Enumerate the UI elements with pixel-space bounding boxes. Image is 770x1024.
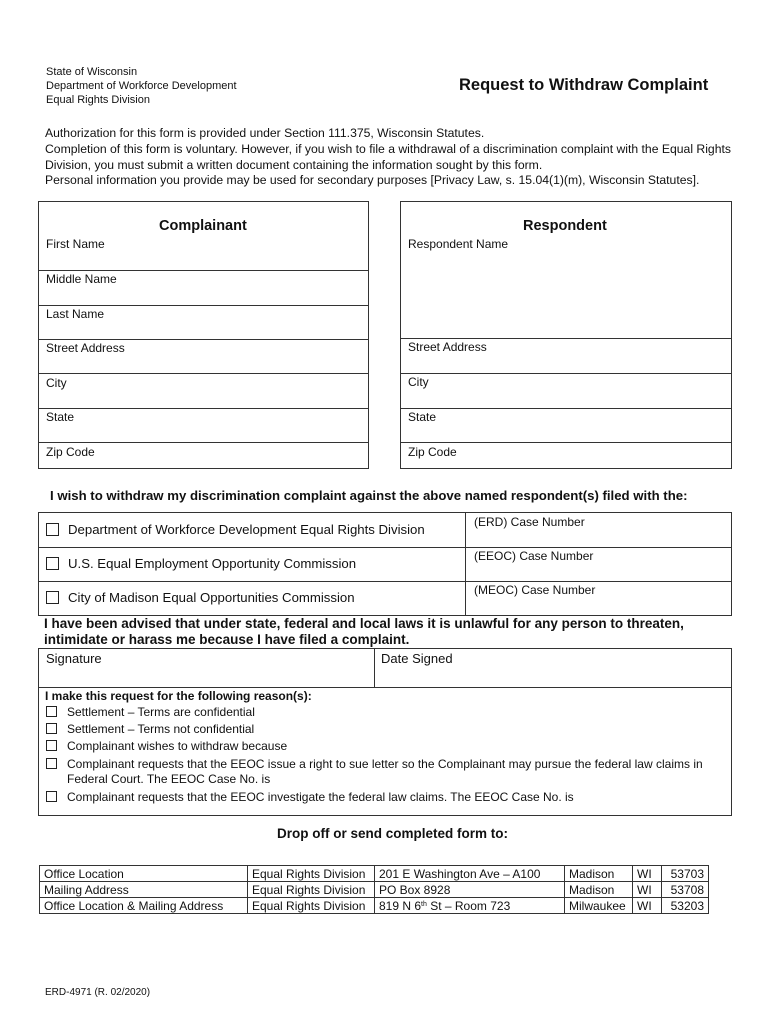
intro-authorization: Authorization for this form is provided under Section 111.375, Wisconsin Statutes. [45,126,485,140]
location-type: Office Location [40,866,248,882]
reason-label: Complainant requests that the EEOC investigate the federal law claims. The EEOC Case No. is [67,790,574,804]
meoc-label: City of Madison Equal Opportunities Commission [68,590,355,605]
date-signed-field[interactable]: Date Signed [381,651,453,666]
address-table [39,865,709,914]
complainant-street-field[interactable]: Street Address [46,341,125,355]
signature-section [38,648,732,688]
middle-name-field[interactable]: Middle Name [46,272,117,286]
erd-checkbox[interactable] [46,523,59,536]
division: Equal Rights Division [248,898,375,914]
agency-state: State of Wisconsin [46,66,138,78]
complainant-state-field[interactable]: State [46,410,75,424]
reason-checkbox[interactable] [46,791,57,802]
table-row [40,866,709,882]
division: Equal Rights Division [248,882,375,898]
erd-case-number-field[interactable] [466,513,731,547]
agency-erd-option[interactable] [46,522,425,537]
respondent-state-field[interactable]: State [408,410,437,424]
city: Milwaukee [565,898,633,914]
reasons-heading: I make this request for the following reason(s): [45,689,312,703]
reason-right-to-sue[interactable] [46,757,726,786]
state: WI [633,898,662,914]
dropoff-heading: Drop off or send completed form to: [277,826,508,841]
reason-checkbox[interactable] [46,706,57,717]
respondent-city-field[interactable]: City [408,375,429,389]
table-row [40,898,709,914]
agency-meoc-option[interactable] [46,590,355,605]
reason-label: Settlement – Terms are confidential [67,705,255,719]
last-name-field[interactable]: Last Name [46,307,105,321]
city: Madison [565,866,633,882]
address-suffix: St – Room 723 [426,899,511,913]
intro-privacy: Personal information you provide may be used for secondary purposes [Privacy Law, s. 15.04(1)(m), Wisconsin Statutes]. [45,173,700,188]
erd-case-label: (ERD) Case Number [474,515,585,529]
respondent-section [400,201,732,469]
reason-checkbox[interactable] [46,758,57,769]
address: 201 E Washington Ave – A100 [375,866,565,882]
meoc-case-number-field[interactable] [466,581,731,615]
page-title: Request to Withdraw Complaint [459,76,709,94]
reason-label: Complainant wishes to withdraw because [67,739,288,753]
first-name-field[interactable]: First Name [46,237,105,251]
address-prefix: 819 N 6 [379,899,422,913]
state: WI [633,866,662,882]
zip: 53703 [662,866,709,882]
complainant-zip-field[interactable]: Zip Code [46,445,95,459]
form-number: ERD-4971 (R. 02/2020) [45,987,151,998]
meoc-checkbox[interactable] [46,591,59,604]
city: Madison [565,882,633,898]
intro-text [45,126,735,189]
eeoc-case-number-field[interactable] [466,547,731,581]
reason-checkbox[interactable] [46,740,57,751]
respondent-name-field[interactable]: Respondent Name [408,237,509,251]
signature-field[interactable]: Signature [46,651,102,666]
intro-voluntary: Completion of this form is voluntary. However, if you wish to file a withdrawal of a discrimination complaint with the Equal Rights Division, you must submit a written document containing the information sought by this form. [45,141,731,172]
agency-department: Department of Workforce Development [46,80,237,92]
zip: 53708 [662,882,709,898]
agency-division: Equal Rights Division [46,94,150,106]
eeoc-case-label: (EEOC) Case Number [474,549,594,563]
reason-label: Complainant requests that the EEOC issue a right to sue letter so the Complainant may pursue the federal law claims in Federal Court. The EEOC Case No. is [67,757,703,786]
location-type: Mailing Address [40,882,248,898]
complainant-heading: Complainant [159,218,247,234]
withdraw-heading: I wish to withdraw my discrimination complaint against the above named respondent(s) filed with the: [50,488,688,503]
agency-table [38,512,732,616]
complainant-section [38,201,369,469]
eeoc-checkbox[interactable] [46,557,59,570]
reason-eeoc-investigate[interactable] [46,790,726,805]
meoc-case-label: (MEOC) Case Number [474,583,596,597]
eeoc-label: U.S. Equal Employment Opportunity Commission [68,556,357,571]
state: WI [633,882,662,898]
reason-settlement-not-confidential[interactable] [46,722,726,737]
reason-settlement-confidential[interactable] [46,705,726,720]
respondent-heading: Respondent [523,218,607,234]
reasons-section [38,687,732,816]
erd-label: Department of Workforce Development Equal Rights Division [68,522,425,537]
complainant-city-field[interactable]: City [46,376,67,390]
address: PO Box 8928 [375,882,565,898]
location-type: Office Location & Mailing Address [40,898,248,914]
division: Equal Rights Division [248,866,375,882]
advised-statement: I have been advised that under state, federal and local laws it is unlawful for any person to threaten, intimidate or harass me because I have filed a complaint. [44,616,684,647]
respondent-street-field[interactable]: Street Address [408,340,487,354]
table-row [40,882,709,898]
agency-eeoc-option[interactable] [46,556,356,571]
reason-wishes-to-withdraw[interactable] [46,739,726,754]
reason-checkbox[interactable] [46,723,57,734]
respondent-zip-field[interactable]: Zip Code [408,445,457,459]
address-sup: th [421,901,427,908]
reason-label: Settlement – Terms not confidential [67,722,255,736]
zip: 53203 [662,898,709,914]
address [375,898,565,914]
agency-block [46,65,237,107]
